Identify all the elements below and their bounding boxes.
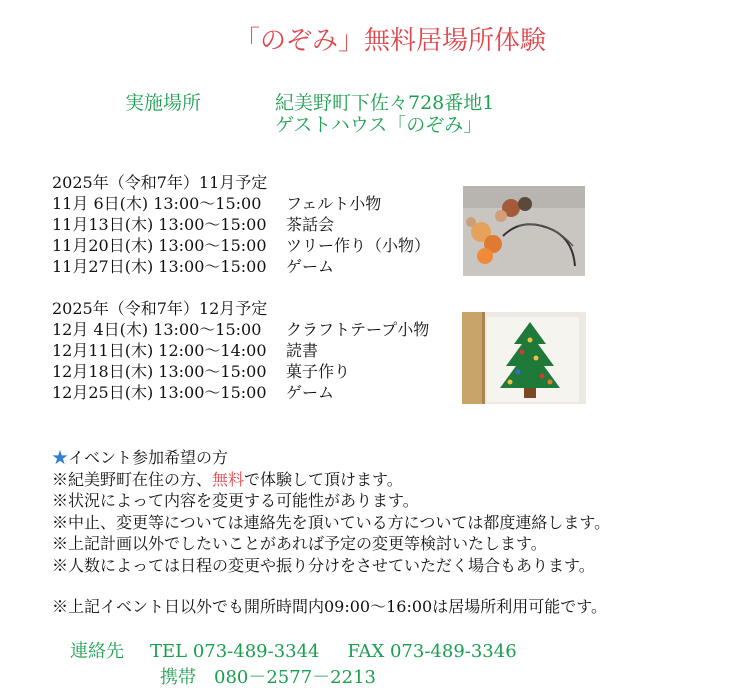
christmas-tree-photo [462,312,586,404]
note-line [52,469,610,491]
schedule-row [52,235,430,256]
notes-section [52,447,610,576]
schedule-event: ツリー作り（小物） [286,236,431,255]
schedule-datetime: 11月20日(木) 13:00～15:00 [52,236,267,255]
schedule-datetime: 11月 6日(木) 13:00～15:00 [52,194,262,213]
november-schedule [52,172,430,277]
note-open-hours: ※上記イベント日以外でも開所時間内09:00～16:00は居場所利用可能です。 [52,597,607,616]
location-address: 紀美野町下佐々728番地1 [275,92,495,114]
contact-mobile: 携帯 080－2577－2213 [160,667,376,688]
schedule-row [52,256,430,277]
schedule-datetime: 11月13日(木) 13:00～15:00 [52,215,267,234]
schedule-row [52,193,430,214]
notes-heading-line [52,447,610,469]
schedule-row [52,382,429,403]
note-line: ※上記計画以外でしたいことがあれば予定の変更等検討いたします。 [52,534,547,553]
note-line: ※中止、変更等については連絡先を頂いている方については都度連絡します。 [52,512,611,532]
schedule-row [52,319,429,340]
note-text: で体験して頂けます。 [244,469,403,489]
contact-label: 連絡先 [70,641,124,662]
contact-line [70,637,517,663]
free-highlight: 無料 [212,469,245,489]
note-line: ※状況によって内容を変更する可能性があります。 [52,491,419,510]
location-label: 実施場所 [125,92,202,114]
schedule-event: 読書 [286,341,319,360]
schedule-row [52,340,429,361]
schedule-event: ゲーム [286,383,335,402]
schedule-datetime: 12月11日(木) 12:00～14:00 [52,341,267,360]
note-text: ※紀美野町在住の方、 [52,469,213,489]
felt-crafts-photo [463,186,585,276]
november-heading: 2025年（令和7年）11月予定 [52,173,268,192]
schedule-event: ゲーム [286,257,335,276]
page-title: 「のぞみ」無料居場所体験 [233,26,546,56]
schedule-event: フェルト小物 [286,194,382,213]
schedule-event: 菓子作り [286,362,351,381]
note-line: ※人数によっては日程の変更や振り分けをさせていただく場合もあります。 [52,555,595,575]
schedule-event: クラフトテープ小物 [286,320,430,339]
contact-tel: TEL 073-489-3344 [150,641,320,662]
schedule-row [52,214,430,235]
schedule-row [52,361,429,382]
december-heading: 2025年（令和7年）12月予定 [52,299,268,318]
notes-heading: イベント参加希望の方 [68,448,229,467]
location-venue: ゲストハウス「のぞみ」 [275,114,483,136]
schedule-datetime: 12月 4日(木) 13:00～15:00 [52,320,262,339]
december-schedule [52,298,429,403]
schedule-datetime: 12月25日(木) 13:00～15:00 [52,383,267,402]
schedule-datetime: 12月18日(木) 13:00～15:00 [52,362,267,381]
contact-fax: FAX 073-489-3346 [347,641,517,662]
schedule-datetime: 11月27日(木) 13:00～15:00 [52,257,267,276]
star-icon: ★ [52,448,69,467]
schedule-event: 茶話会 [286,215,335,234]
